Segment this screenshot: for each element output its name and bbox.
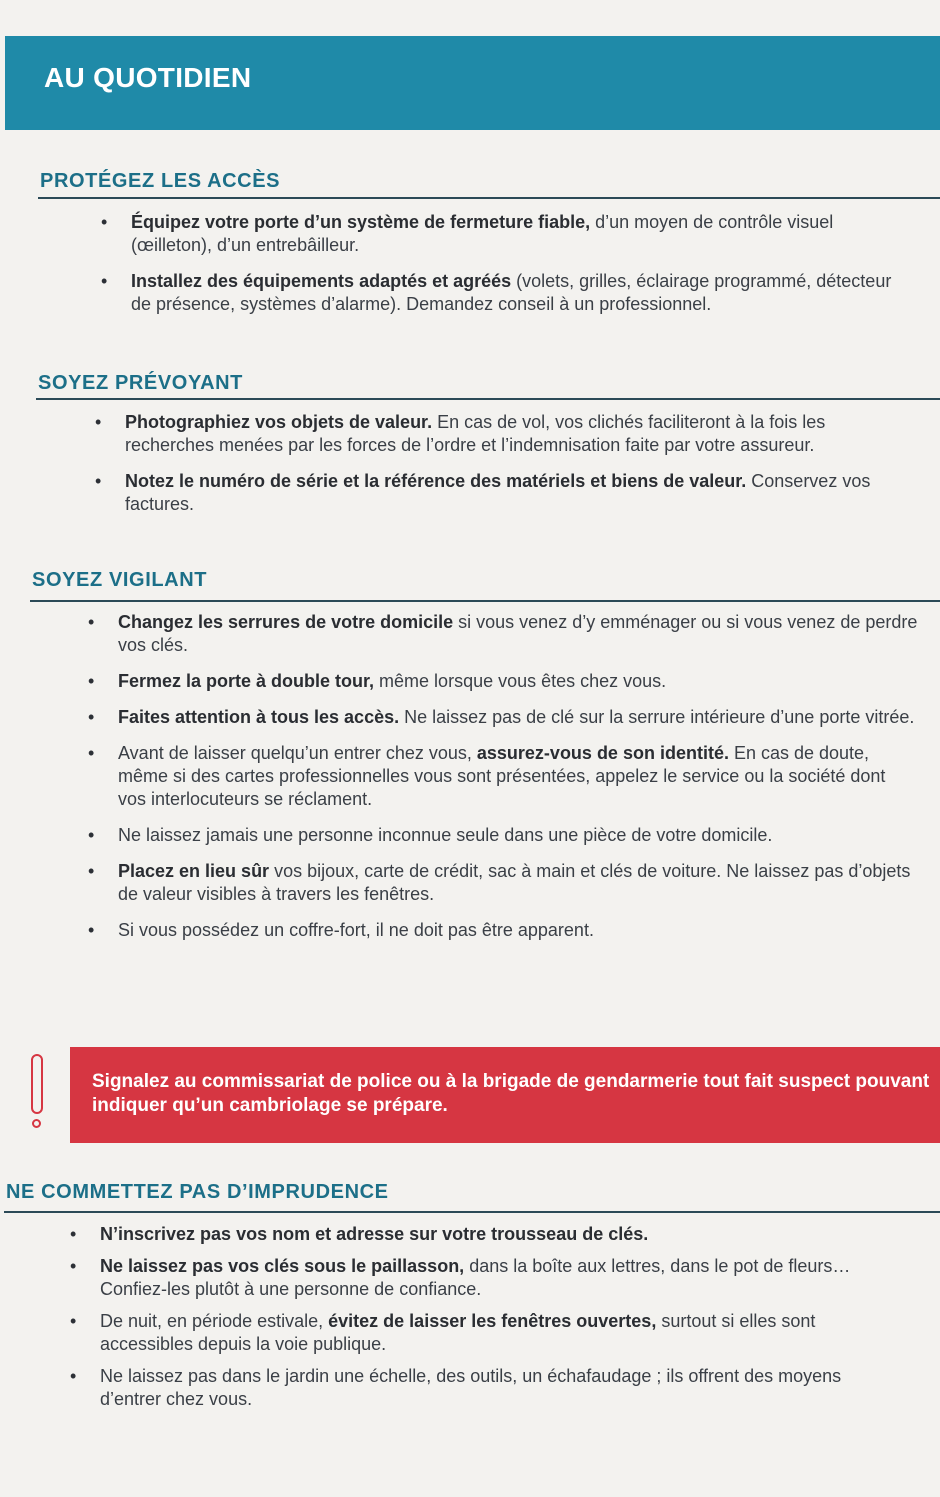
section-title-protegez: PROTÉGEZ LES ACCÈS (40, 170, 281, 192)
list-item: • De nuit, en période estivale, évitez de laisser les fenêtres ouvertes, surtout si elles sont accessibles depuis la voie publique. (70, 1311, 816, 1354)
list-item: • Ne laissez pas vos clés sous le paillasson, dans la boîte aux lettres, dans le pot de fleurs… Confiez-les plutôt à une personne de confiance. (70, 1256, 851, 1299)
bullet-icon: • (101, 212, 108, 232)
page-title: AU QUOTIDIEN (44, 62, 252, 93)
list-item: • Fermez la porte à double tour, même lorsque vous êtes chez vous. (88, 671, 667, 691)
list-item: • Ne laissez jamais une personne inconnue seule dans une pièce de votre domicile. (88, 825, 773, 845)
exclamation-dot-icon (32, 1119, 41, 1128)
section-list-protegez (101, 211, 911, 329)
list-item: • Changez les serrures de votre domicile si vous venez d’y emménager ou si vous venez de perdre vos clés. (88, 612, 918, 655)
section-list-vigilant (88, 611, 918, 955)
bullet-icon: • (88, 920, 95, 940)
bullet-icon: • (70, 1224, 77, 1244)
bullet-icon: • (88, 743, 95, 763)
bullet-icon: • (88, 825, 95, 845)
section-rule (38, 197, 940, 199)
bullet-icon: • (70, 1256, 77, 1276)
bullet-icon: • (70, 1366, 77, 1386)
list-item: • Ne laissez pas dans le jardin une échelle, des outils, un échafaudage ; ils offrent des moyens d’entrer chez vous. (70, 1366, 842, 1409)
bullet-icon: • (88, 612, 95, 632)
bullet-icon: • (88, 861, 95, 881)
section-rule (36, 398, 940, 400)
section-title-vigilant: SOYEZ VIGILANT (32, 569, 208, 591)
list-item: • Placez en lieu sûr vos bijoux, carte de crédit, sac à main et clés de voiture. Ne laissez pas d’objets de valeur visibles à travers les fenêtres. (88, 861, 911, 904)
list-item: • Si vous possédez un coffre-fort, il ne doit pas être apparent. (88, 920, 594, 940)
section-list-prevoyant (95, 411, 915, 529)
list-item: • Photographiez vos objets de valeur. En cas de vol, vos clichés faciliteront à la fois les recherches menées par les forces de l’ordre et l’indemnisation faite par votre assureur. (95, 412, 826, 455)
list-item: • Avant de laisser quelqu’un entrer chez vous, assurez-vous de son identité. En cas de doute, même si des cartes professionnelles vous sont présentées, appelez le service ou la société dont vos interlocuteurs se réclament. (88, 743, 886, 809)
section-rule (4, 1211, 940, 1213)
bullet-icon: • (70, 1311, 77, 1331)
bullet-icon: • (95, 412, 102, 432)
alert-text: Signalez au commissariat de police ou à la brigade de gendarmerie tout fait suspect pouvant indiquer qu’un cambriolage se prépare. (92, 1071, 930, 1116)
list-item: • Installez des équipements adaptés et agréés (volets, grilles, éclairage programmé, détecteur de présence, systèmes d’alarme). Demandez conseil à un professionnel. (101, 271, 892, 314)
list-item: • N’inscrivez pas vos nom et adresse sur votre trousseau de clés. (70, 1224, 649, 1244)
section-rule (30, 600, 940, 602)
bullet-icon: • (88, 671, 95, 691)
list-item: • Notez le numéro de série et la référence des matériels et biens de valeur. Conservez vos factures. (95, 471, 871, 514)
bullet-icon: • (101, 271, 108, 291)
bullet-icon: • (95, 471, 102, 491)
section-title-prevoyant: SOYEZ PRÉVOYANT (38, 372, 243, 394)
exclamation-icon (31, 1054, 43, 1114)
list-item: • Faites attention à tous les accès. Ne laissez pas de clé sur la serrure intérieure d’une porte vitrée. (88, 707, 915, 727)
list-item: • Équipez votre porte d’un système de fermeture fiable, d’un moyen de contrôle visuel (œilleton), d’un entrebâilleur. (101, 212, 834, 255)
section-title-imprudence: NE COMMETTEZ PAS D’IMPRUDENCE (6, 1181, 389, 1203)
section-list-imprudence (70, 1223, 900, 1420)
bullet-icon: • (88, 707, 95, 727)
